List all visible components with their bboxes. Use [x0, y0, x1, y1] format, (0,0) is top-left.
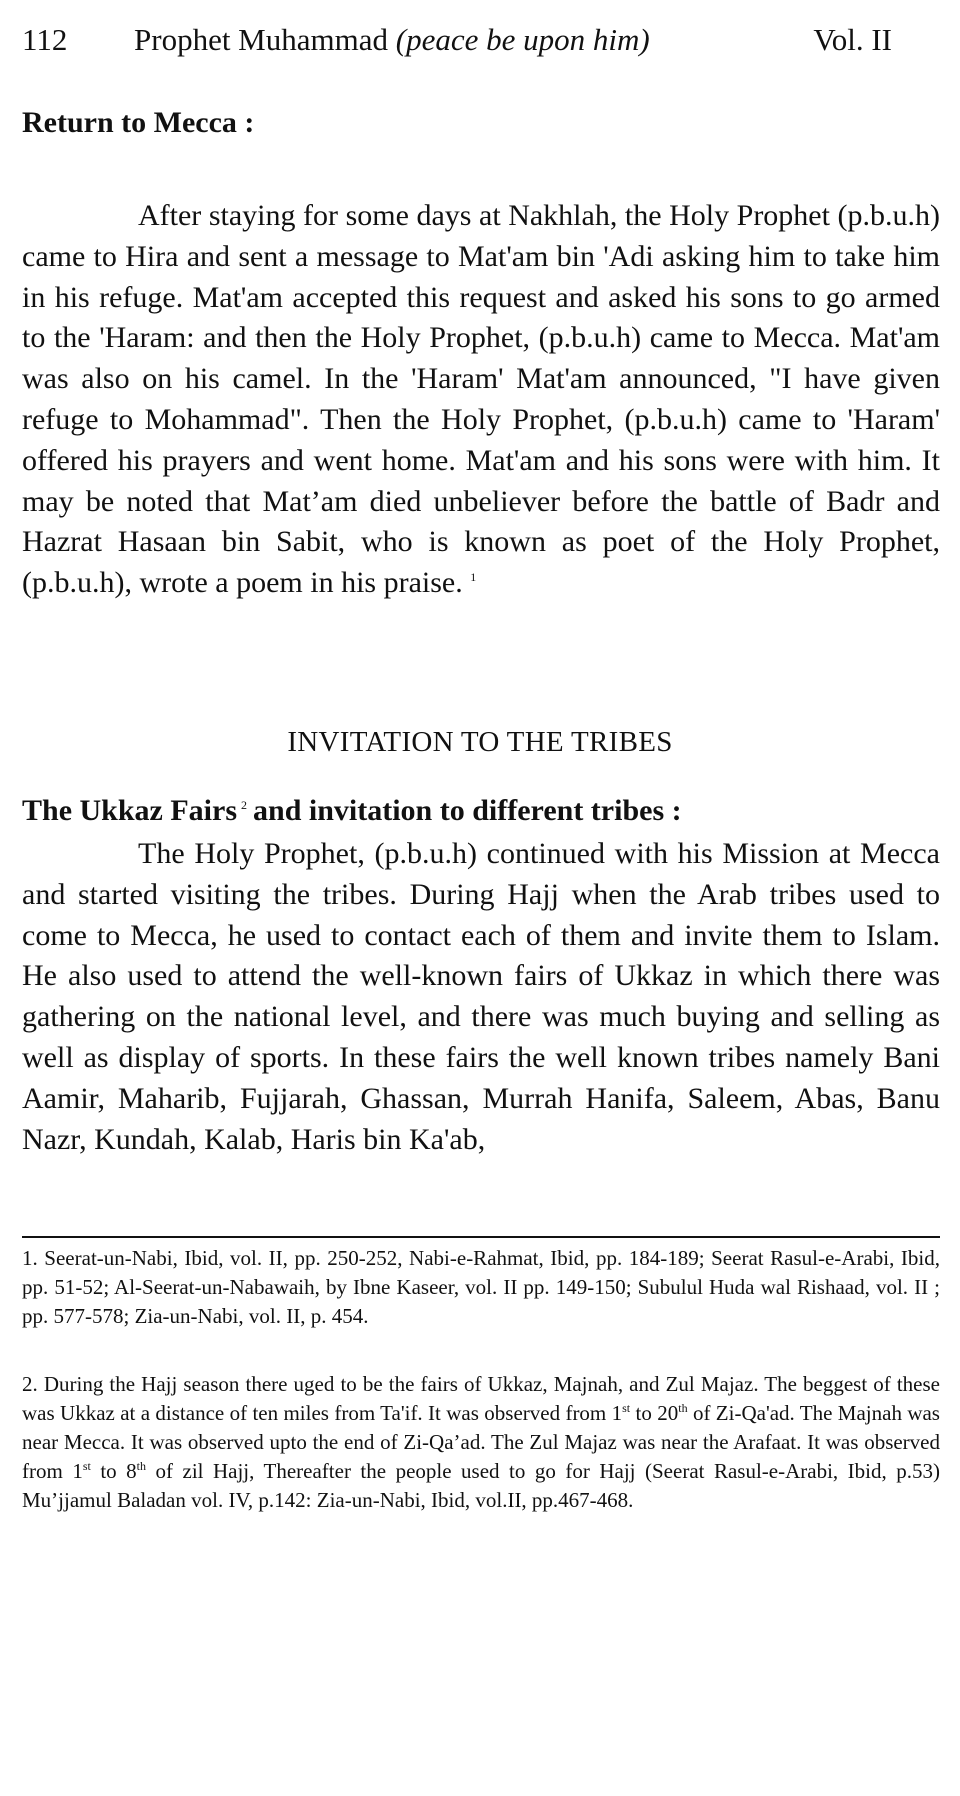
superscript-th: th	[678, 1401, 688, 1415]
heading-part-2: and invitation to different tribes :	[253, 794, 682, 827]
running-title-main: Prophet Muhammad	[134, 22, 388, 57]
footnote-ref-2: 2	[241, 798, 248, 812]
superscript-st: st	[622, 1401, 631, 1415]
page-number: 112	[22, 22, 68, 57]
chapter-title: INVITATION TO THE TRIBES	[287, 726, 673, 758]
volume-label: Vol. II	[813, 22, 892, 57]
page-header	[22, 16, 892, 66]
paragraph-return-to-mecca	[22, 196, 940, 604]
footnote-1: 1. Seerat-un-Nabi, Ibid, vol. II, pp. 250-252, Nabi-e-Rahmat, Ibid, pp. 184-189; Seerat Rasul-e-Arabi, Ibid, pp. 51-52; Al-Seerat-un-Nabawaih, by Ibne Kaseer, vol. II pp. 149-150; Subulul Huda wal Rishaad, vol. II ; pp. 577-578; Zia-un-Nabi, vol. II, p. 454.	[22, 1246, 940, 1328]
footnote-2	[22, 1370, 940, 1515]
superscript-th: th	[136, 1459, 147, 1473]
footnote-2-text-a: 2. During the Hajj season there uged to be the fairs of Ukkaz, Majnah, and Zul Majaz. The beggest of these was Ukkaz at a distance of ten miles from Ta'if. It was observed from 1	[22, 1372, 940, 1425]
footnote-2-text-e: of zil Hajj, Thereafter the people used to go for Hajj (Seerat Rasul-e-Arabi, Ibid, p.53) Mu’jjamul Baladan vol. IV, p.142: Zia-un-Nabi, Ibid, vol.II, pp.467-468.	[22, 1459, 940, 1512]
paragraph-ukkaz-fairs: The Holy Prophet, (p.b.u.h) continued with his Mission at Mecca and started visiting the tribes. During Hajj when the Arab tribes used to come to Mecca, he used to contact each of them and invite them to Islam. He also used to attend the well-known fairs of Ukkaz in which there was gathering on the national level, and there was much buying and selling as well as display of sports. In these fairs the well known tribes namely Bani Aamir, Maharib, Fujjarah, Ghassan, Murrah Hanifa, Saleem, Abas, Banu Nazr, Kundah, Kalab, Haris bin Ka'ab,	[22, 837, 940, 1156]
heading-part-1: The Ukkaz Fairs	[22, 794, 238, 827]
running-title-italic: (peace be upon him)	[395, 22, 650, 57]
superscript-st: st	[82, 1459, 91, 1473]
footnote-2-text-d: to 8	[90, 1459, 137, 1483]
footnote-divider	[22, 1236, 940, 1238]
section-heading-ukkaz-fairs	[22, 794, 682, 828]
footnote-ref-1: 1	[470, 570, 477, 585]
running-title	[134, 22, 650, 58]
section-heading-return-to-mecca: Return to Mecca :	[22, 106, 255, 139]
paragraph-text: After staying for some days at Nakhlah, the Holy Prophet (p.b.u.h) came to Hira and sent a message to Mat'am bin 'Adi asking him to take him in his refuge. Mat'am accepted this request and asked his sons to go armed to the 'Haram: and then the Holy Prophet, (p.b.u.h) came to Mecca. Mat'am was also on his camel. In the 'Haram' Mat'am announced, "I have given refuge to Mohammad". Then the Holy Prophet, (p.b.u.h) came to 'Haram' offered his prayers and went home. Mat'am and his sons were with him. It may be noted that Mat’am died unbeliever before the battle of Badr and Hazrat Hasaan bin Sabit, who is known as poet of the Holy Prophet, (p.b.u.h), wrote a poem in his praise.	[22, 199, 940, 600]
footnote-2-text-c: of Zi-Qa'ad. The Majnah was near Mecca. It was observed upto the end of Zi-Qa’ad. The Zul Majaz was near the Arafaat. It was observed from 1	[22, 1401, 940, 1483]
footnote-2-text-b: to 20	[630, 1401, 679, 1425]
